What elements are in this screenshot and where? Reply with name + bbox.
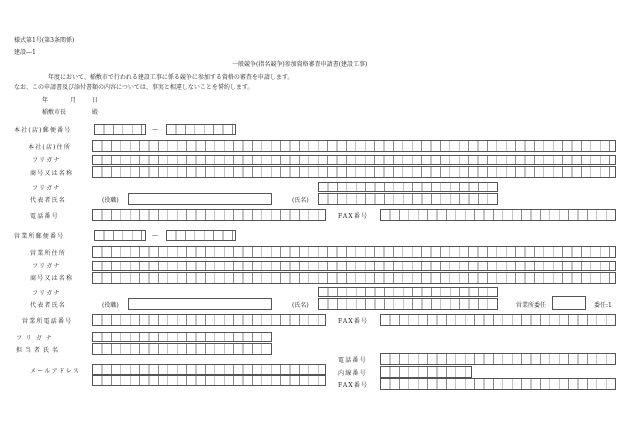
statement-line-1: 年度において、稲敷市で行われる建設工事に係る競争に参加する資格の審査を申請します。 [48,74,294,81]
branch-delegation-label: 営業所委任 [516,302,547,309]
branch-position-label: (役職) [102,302,119,309]
head-office-rep-furigana-field[interactable] [318,182,498,192]
form-number: 様式第1号(第3条関係) [14,37,75,44]
branch-rep-label: 代表者氏名 [30,302,67,309]
head-office-trade-name-field[interactable] [92,166,616,178]
head-office-postal-second[interactable] [166,124,236,135]
branch-postal-separator: — [152,232,158,239]
head-office-rep-furigana-label: フリガナ [32,185,61,192]
head-office-postal-label: 本社(店)郵便番号 [14,127,72,134]
form-category: 建設—1 [14,49,36,56]
head-office-fax-field[interactable] [380,209,616,221]
head-office-furigana-field[interactable] [92,155,616,165]
honorific: 殿 [92,109,99,116]
branch-fax-field[interactable] [380,314,616,326]
date-month-label: 月 [70,97,77,104]
branch-rep-furigana-label: フリガナ [32,290,61,297]
page-title: 一般競争(指名競争)参加資格審査申請書(建設工事) [232,61,368,68]
head-office-name-field[interactable] [318,193,498,205]
contact-phone-field[interactable] [380,353,616,365]
branch-name-field[interactable] [318,298,498,310]
head-office-address-field[interactable] [92,140,616,152]
branch-furigana-field[interactable] [92,261,616,271]
head-office-address-label: 本社(店)住所 [28,144,72,151]
branch-fax-label: FAX番号 [338,318,369,325]
branch-postal-first[interactable] [94,230,146,241]
date-year-label: 年 [42,97,49,104]
contact-extension-label: 内線番号 [338,370,367,377]
contact-person-label: 担当者氏名 [16,347,62,354]
head-office-postal-first[interactable] [94,124,146,135]
branch-phone-field[interactable] [92,314,326,326]
branch-phone-label: 営業所電話番号 [22,318,73,325]
statement-line-2: なお、この申請書及び添付書類の内容については、事実と相違しないことを誓約します。 [14,84,254,91]
head-office-phone-field[interactable] [92,209,326,221]
branch-postal-second[interactable] [166,230,236,241]
head-office-rep-label: 代表者氏名 [30,197,67,204]
branch-address-field[interactable] [92,246,616,258]
branch-trade-name-field[interactable] [92,272,616,284]
head-office-position-field[interactable] [128,193,272,205]
branch-position-field[interactable] [128,298,272,310]
head-office-furigana-label: フリガナ [32,157,61,164]
branch-postal-label: 営業所郵便番号 [14,233,65,240]
head-office-trade-name-label: 商号又は名称 [30,170,74,177]
contact-fax-field[interactable] [380,378,616,390]
branch-delegation-field[interactable] [552,296,586,310]
head-office-name-label: (氏名) [292,197,309,204]
contact-fax-label: FAX番号 [338,382,369,389]
addressee: 稲敷市長 [42,109,67,116]
postal-separator: — [152,126,158,133]
contact-phone-label: 電話番号 [338,357,367,364]
contact-email-field-1[interactable] [92,364,326,375]
branch-address-label: 営業所住所 [30,250,67,257]
branch-rep-furigana-field[interactable] [318,287,498,297]
date-day-label: 日 [92,97,99,104]
head-office-phone-label: 電話番号 [30,213,59,220]
branch-name-label: (氏名) [292,302,309,309]
contact-email-field-2[interactable] [92,375,326,386]
branch-trade-name-label: 商号又は名称 [30,275,74,282]
contact-furigana-label: フリガナ [16,335,56,342]
contact-person-field[interactable] [92,343,272,355]
branch-furigana-label: フリガナ [32,263,61,270]
contact-extension-field[interactable] [380,366,472,378]
contact-furigana-field[interactable] [92,332,272,342]
contact-email-label: メールアドレス [30,368,81,375]
head-office-position-label: (役職) [102,197,119,204]
head-office-fax-label: FAX番号 [338,213,369,220]
branch-delegation-note: 委任:1 [594,302,612,309]
